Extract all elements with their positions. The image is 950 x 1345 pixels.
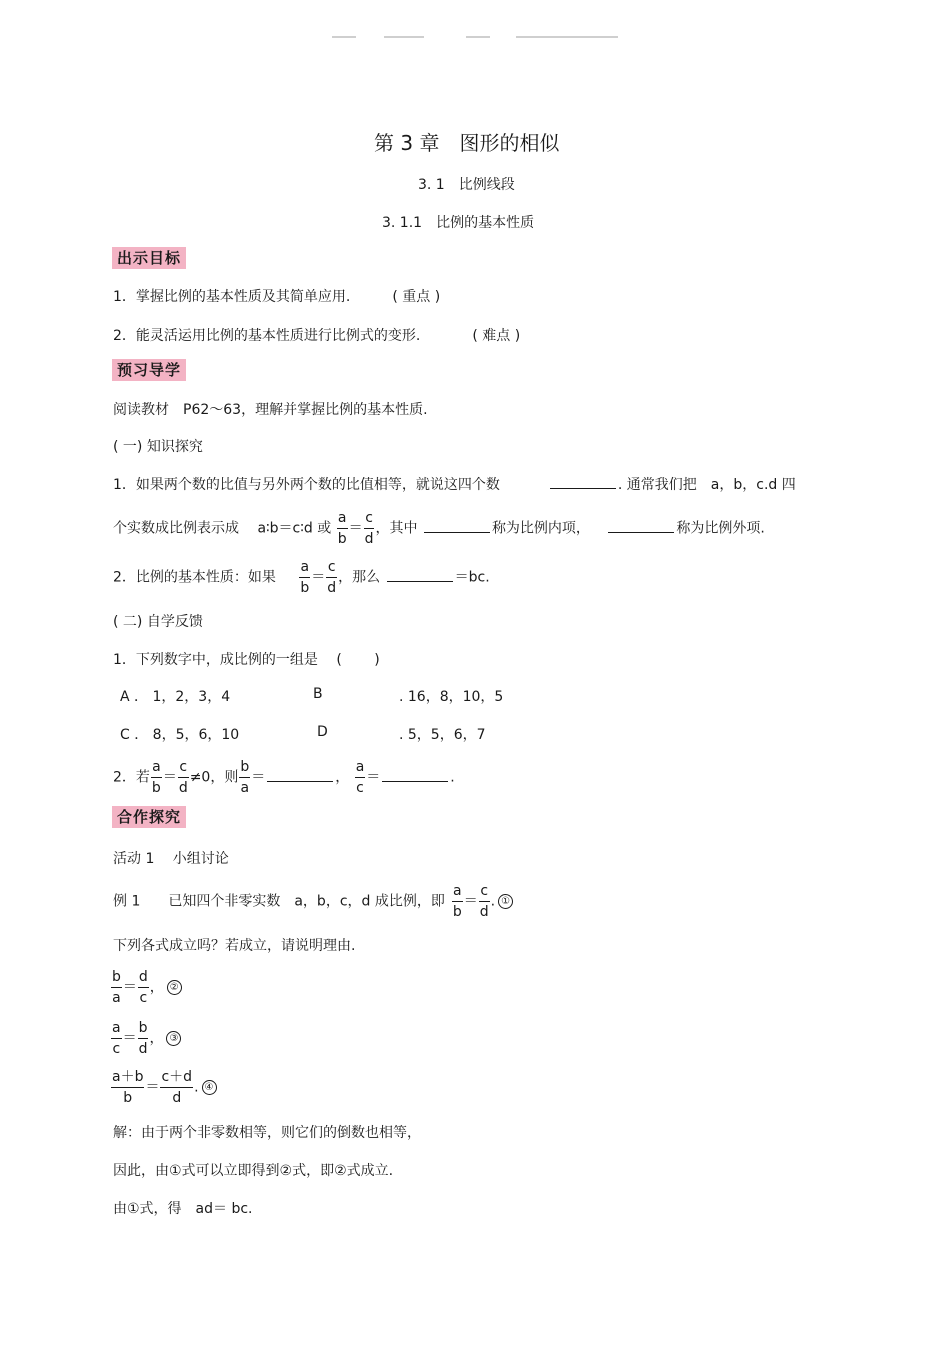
formula-2: $\frac{b}{a}$ ＝ $\frac{d}{c}$ ， ② — [110, 967, 182, 1008]
preview-tag: 预习导学 — [112, 359, 186, 381]
formula-4: $\frac{a+b}{b}$ ＝ $\frac{c+d}{d}$ . ④ — [110, 1067, 217, 1108]
fraction-c-over-d: $\frac{c}{d}$ — [178, 759, 188, 796]
q1-text-b: . 通常我们把 a，b，c.d 四 — [617, 477, 796, 493]
option-b: . 16，8，10，5 — [399, 689, 504, 705]
fraction-c-over-d: $\frac{c}{d}$ — [479, 883, 489, 920]
q1-text-c: 个实数成比例表示成 a∶b＝c∶d 或 — [113, 520, 332, 537]
fraction-c-plus-d-over-d: $\frac{c+d}{d}$ — [161, 1069, 193, 1106]
header-rule — [332, 36, 356, 38]
header-rule — [466, 36, 490, 38]
goals-tag: 出示目标 — [112, 247, 186, 269]
f2-text-c: ， — [335, 769, 350, 786]
subsection-title: 3. 1.1 比例的基本性质 — [382, 215, 535, 231]
part-2-heading: ( 二) 自学反馈 — [113, 614, 203, 630]
header-rule — [516, 36, 618, 38]
question-2: 2．比例的基本性质：如果 $\frac{a}{b}$ ＝ $\frac{c}{d}$ ，那么 ＝bc. — [113, 559, 490, 596]
fraction-a-over-c: $\frac{a}{c}$ — [355, 759, 365, 796]
circled-number: ③ — [166, 1031, 181, 1046]
answer-blank[interactable] — [382, 769, 448, 782]
fraction-b-over-a: $\frac{b}{a}$ — [112, 969, 121, 1006]
fraction-c-over-d: $\frac{c}{d}$ — [364, 510, 374, 547]
section-title: 3. 1 比例线段 — [418, 177, 515, 193]
feedback-1: 1．下列数字中，成比例的一组是 ( ) — [113, 652, 380, 668]
answer-blank[interactable] — [608, 520, 674, 533]
goal-2-text: 2．能灵活运用比例的基本性质进行比例式的变形. — [113, 328, 421, 344]
q2-text-c: ＝bc. — [454, 569, 490, 586]
fraction-a-over-b: $\frac{a}{b}$ — [300, 559, 310, 596]
example-1: 例 1 已知四个非零实数 a，b，c，d 成比例，即 $\frac{a}{b}$ ＝ $\frac{c}{d}$ . ① — [113, 881, 513, 922]
q1-text-a: 1．如果两个数的比值与另外两个数的比值相等，就说这四个数 — [113, 477, 500, 493]
fraction-b-over-d: $\frac{b}{d}$ — [138, 1020, 148, 1057]
q1-text-d: ，其中 — [375, 520, 418, 537]
q1-text-f: 称为比例外项. — [676, 520, 765, 537]
solution-line-3: 由①式，得 ad＝ bc. — [113, 1201, 253, 1217]
example-text: 例 1 已知四个非零实数 a，b，c，d 成比例，即 — [113, 893, 445, 910]
fraction-a-over-c: $\frac{a}{c}$ — [112, 1020, 121, 1057]
answer-blank[interactable] — [387, 569, 453, 582]
example-question: 下列各式成立吗？若成立，请说明理由. — [113, 938, 356, 954]
option-d-letter: D — [317, 724, 328, 740]
answer-blank[interactable] — [550, 476, 616, 489]
option-b-letter: B — [313, 686, 323, 702]
formula-3: $\frac{a}{c}$ ＝ $\frac{b}{d}$ ， ③ — [110, 1018, 181, 1059]
answer-blank[interactable] — [267, 769, 333, 782]
goal-2-mark: ( 难点 ) — [472, 328, 521, 344]
fraction-b-over-a: $\frac{b}{a}$ — [240, 759, 250, 796]
header-rule — [384, 36, 424, 38]
q1-text-e: 称为比例内项， — [491, 520, 590, 537]
question-1-line-2: 个实数成比例表示成 a∶b＝c∶d 或 $\frac{a}{b}$ ＝ $\frac{c}{d}$ ，其中 称为比例内项， 称为比例外项. — [113, 510, 765, 547]
solution-line-2: 因此，由①式可以立即得到②式，即②式成立. — [113, 1163, 394, 1179]
goal-1 — [113, 286, 440, 306]
f2-text-b: ≠0，则 — [189, 769, 239, 786]
chapter-title: 第 3 章 图形的相似 — [374, 131, 560, 155]
fraction-a-plus-b-over-b: $\frac{a+b}{b}$ — [112, 1069, 144, 1106]
option-c: C ． 8，5，6，10 — [120, 727, 240, 743]
fraction-a-over-b: $\frac{a}{b}$ — [151, 759, 161, 796]
solution-line-1: 解：由于两个非零数相等，则它们的倒数也相等， — [113, 1125, 421, 1141]
part-1-heading: ( 一) 知识探究 — [113, 439, 203, 455]
goal-1-text: 1．掌握比例的基本性质及其简单应用. — [113, 289, 351, 305]
fraction-a-over-b: $\frac{a}{b}$ — [337, 510, 347, 547]
circled-number: ② — [167, 980, 182, 995]
circled-number: ④ — [202, 1080, 217, 1095]
fraction-c-over-d: $\frac{c}{d}$ — [327, 559, 337, 596]
fraction-a-over-b: $\frac{a}{b}$ — [452, 883, 462, 920]
answer-blank[interactable] — [424, 520, 490, 533]
question-1-line-1 — [113, 474, 796, 494]
activity-heading: 活动 1 小组讨论 — [113, 851, 229, 867]
feedback-2: 2．若 $\frac{a}{b}$ ＝ $\frac{c}{d}$ ≠0，则 $\frac{b}{a}$ ＝ ， $\frac{a}{c}$ ＝ . — [113, 759, 455, 796]
fraction-d-over-c: $\frac{d}{c}$ — [138, 969, 148, 1006]
goal-2 — [113, 325, 520, 345]
q2-text-a: 2．比例的基本性质：如果 — [113, 569, 276, 586]
option-d: . 5，5，6，7 — [399, 727, 486, 743]
circled-number: ① — [498, 894, 513, 909]
reading-assignment: 阅读教材 P62～63，理解并掌握比例的基本性质. — [113, 402, 428, 418]
goal-1-mark: ( 重点 ) — [392, 289, 441, 305]
f2-text-a: 2．若 — [113, 769, 150, 786]
option-a: A ． 1，2，3，4 — [120, 689, 231, 705]
coop-tag: 合作探究 — [112, 806, 186, 828]
q2-text-b: ，那么 — [338, 569, 381, 586]
